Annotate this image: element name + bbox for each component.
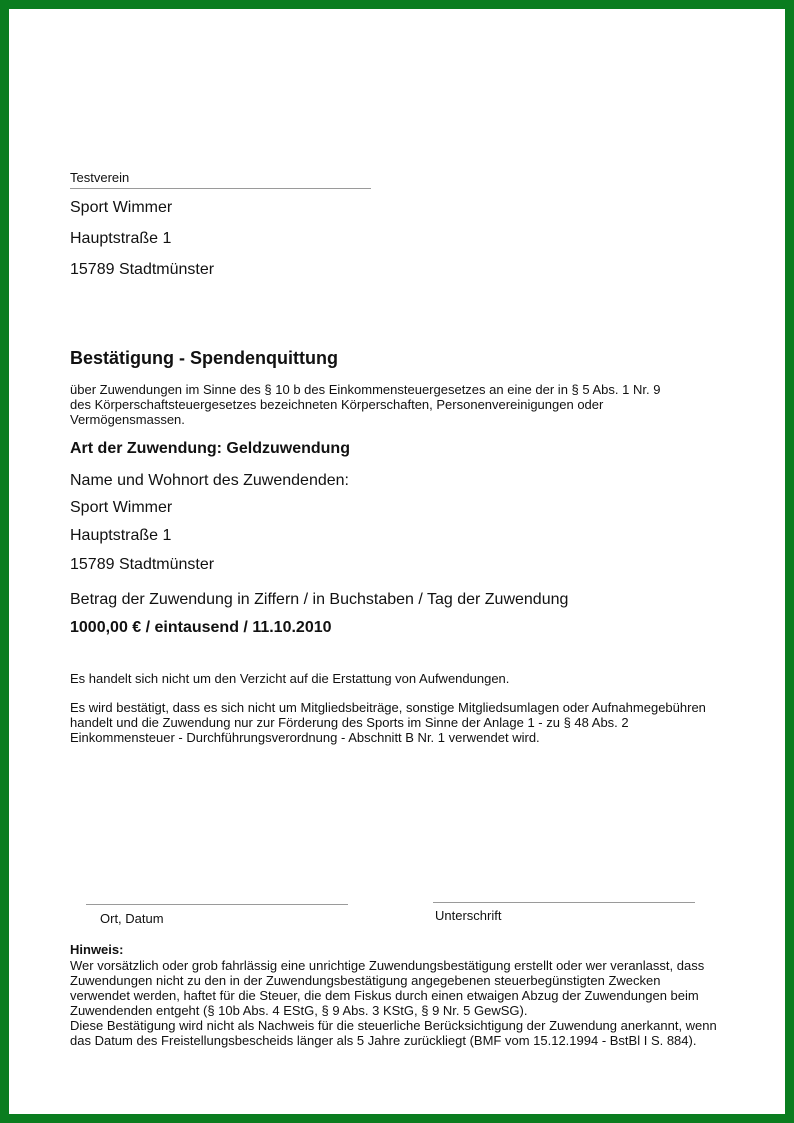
sender-org: Testverein	[70, 170, 130, 185]
intro-line-3: Vermögensmassen.	[70, 412, 185, 427]
notice-line-5: Diese Bestätigung wird nicht als Nachweis für die steuerliche Berücksichtigung der Zuwendung anerkannt, wenn	[70, 1018, 717, 1033]
recipient-street: Hauptstraße 1	[70, 230, 172, 247]
donation-type: Art der Zuwendung: Geldzuwendung	[70, 440, 350, 457]
notice-line-6: das Datum des Freistellungsbescheids länger als 5 Jahre zurückliegt (BMF vom 15.12.1994 - BstBl I S. 884).	[70, 1033, 697, 1048]
recipient-city: 15789 Stadtmünster	[70, 261, 215, 278]
notice-line-2: Zuwendungen nicht zu den in der Zuwendungsbestätigung angegebenen steuerbegünstigten Zwecken	[70, 973, 661, 988]
donor-heading: Name und Wohnort des Zuwendenden:	[70, 472, 349, 489]
statement-line-2: handelt und die Zuwendung nur zur Förderung des Sports im Sinne der Anlage 1 - zu § 48 Abs. 2	[70, 715, 629, 730]
amount-value: 1000,00 € / eintausend / 11.10.2010	[70, 619, 332, 636]
notice-heading: Hinweis:	[70, 942, 124, 957]
signature-label: Unterschrift	[435, 908, 502, 923]
statement-line-3: Einkommensteuer - Durchführungsverordnung - Abschnitt B Nr. 1 verwendet wird.	[70, 730, 540, 745]
signature-line	[433, 902, 695, 903]
notice-line-4: Zuwendenden entgeht (§ 10b Abs. 4 EStG, § 9 Abs. 3 KStG, § 9 Nr. 5 GewSG).	[70, 1003, 528, 1018]
intro-line-2: des Körperschaftsteuergesetzes bezeichneten Körperschaften, Personenvereinigungen oder	[70, 397, 604, 412]
intro-text	[70, 382, 660, 427]
donor-city: 15789 Stadtmünster	[70, 556, 215, 573]
statement-confirmation	[70, 700, 706, 745]
notice-line-1: Wer vorsätzlich oder grob fahrlässig eine unrichtige Zuwendungsbestätigung erstellt oder wer veranlasst, dass	[70, 958, 705, 973]
sender-divider	[70, 188, 371, 189]
place-date-label: Ort, Datum	[100, 911, 164, 926]
amount-heading: Betrag der Zuwendung in Ziffern / in Buchstaben / Tag der Zuwendung	[70, 591, 569, 608]
statement-line-1: Es wird bestätigt, dass es sich nicht um Mitgliedsbeiträge, sonstige Mitgliedsumlagen oder Aufnahmegebühren	[70, 700, 706, 715]
place-date-line	[86, 904, 348, 905]
recipient-name: Sport Wimmer	[70, 199, 173, 216]
intro-line-1: über Zuwendungen im Sinne des § 10 b des Einkommensteuergesetzes an eine der in § 5 Abs. 1 Nr. 9	[70, 382, 661, 397]
statement-no-waiver: Es handelt sich nicht um den Verzicht auf die Erstattung von Aufwendungen.	[70, 671, 510, 686]
document-title: Bestätigung - Spendenquittung	[70, 348, 338, 368]
donor-name: Sport Wimmer	[70, 499, 173, 516]
donor-street: Hauptstraße 1	[70, 527, 172, 544]
notice-line-3: verwendet werden, haftet für die Steuer, die dem Fiskus durch einen etwaigen Abzug der Zuwendungen beim	[70, 988, 699, 1003]
notice-text	[70, 958, 717, 1048]
